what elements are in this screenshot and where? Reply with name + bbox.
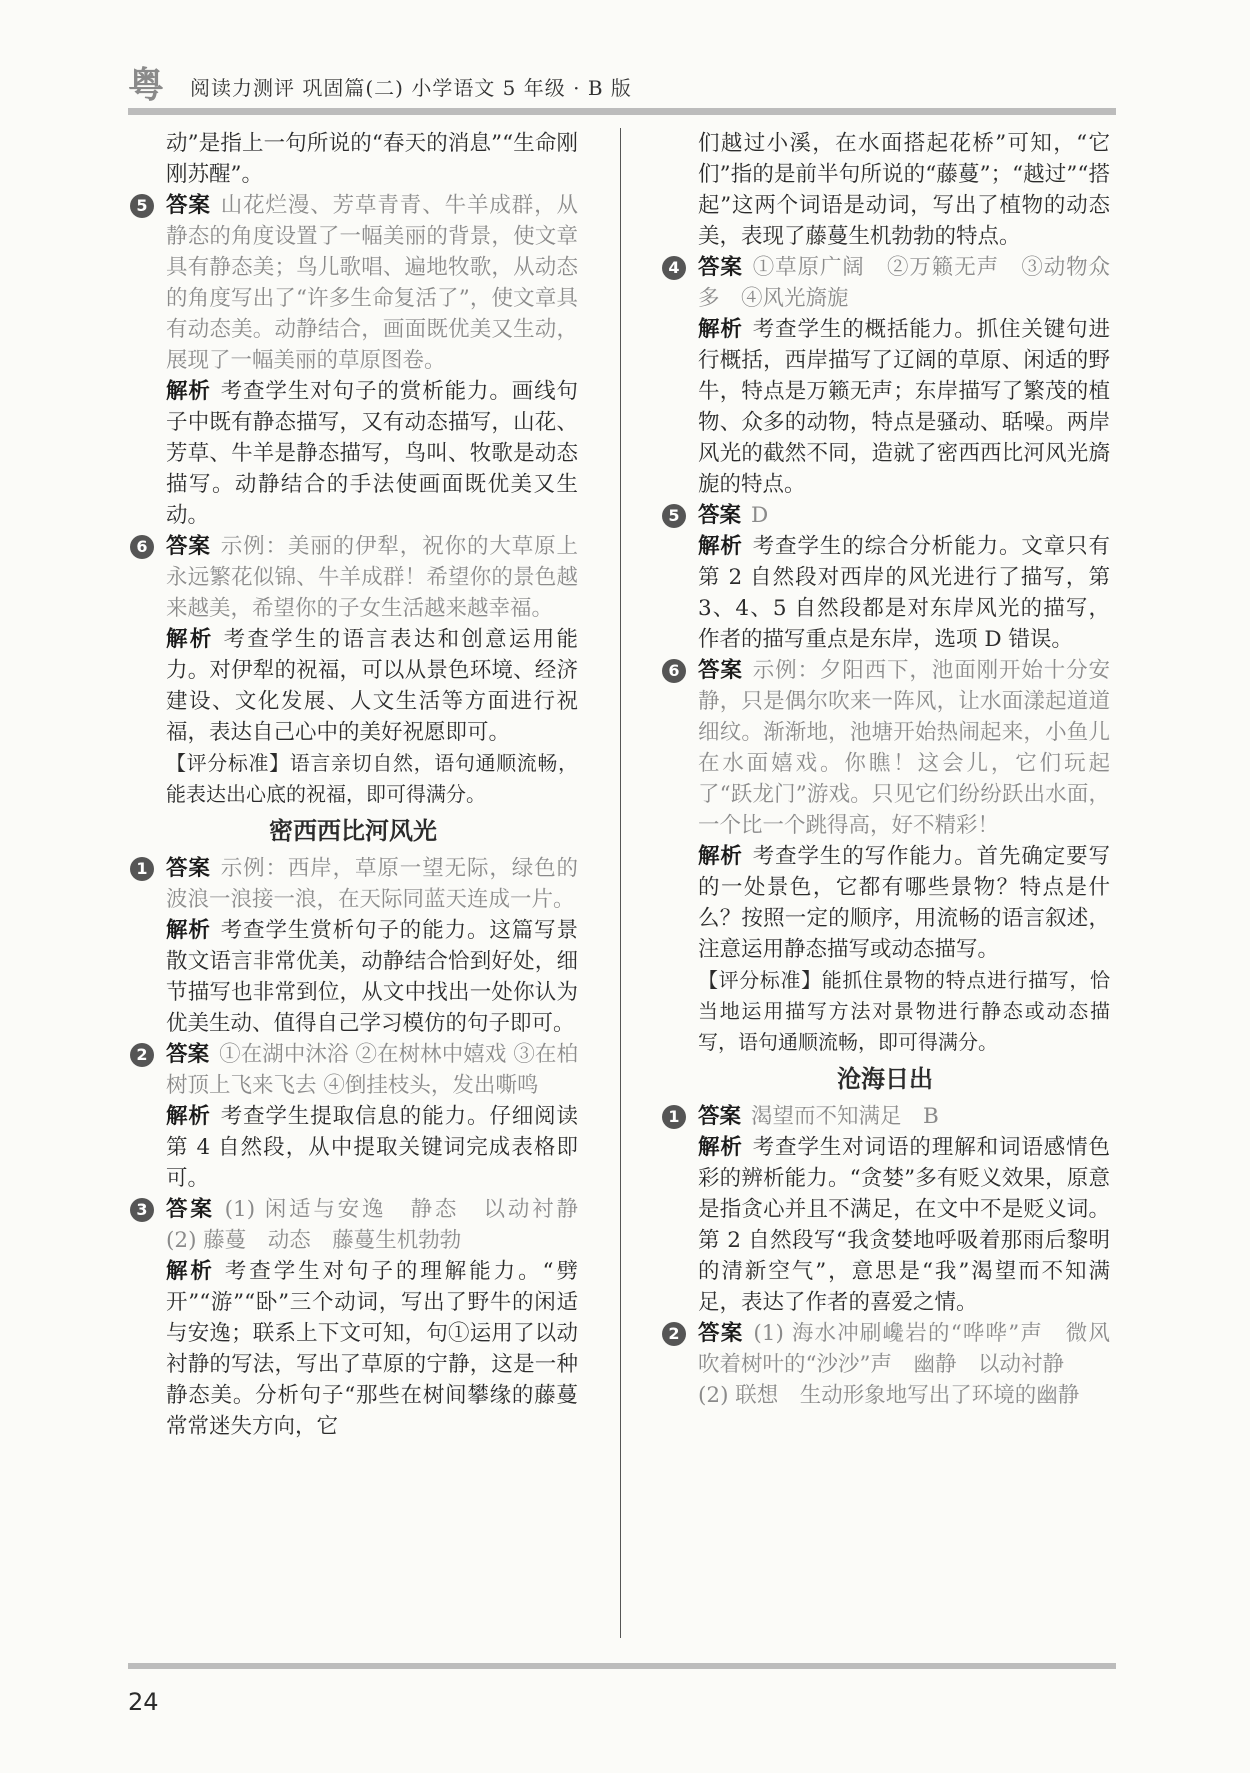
question-number: 3 [130,1198,154,1222]
answer-label: 答案 [698,503,742,528]
header-rule [128,108,1116,115]
answer-label: 答案 [166,1197,215,1222]
question-number: 1 [130,857,154,881]
answer-label: 答案 [166,1042,210,1067]
answer-item-5 [128,190,578,376]
analysis-text: 考查学生的语言表达和创意运用能力。对伊犁的祝福，可以从景色环境、经济建设、文化发展、人文生活等方面进行祝福，表达自己心中的美好祝愿即可。 [166,627,578,745]
answer-text: ①在湖中沐浴 ②在树林中嬉戏 ③在柏树顶上飞来飞去 ④倒挂枝头，发出嘶鸣 [166,1042,578,1098]
question-number: 2 [130,1043,154,1067]
analysis-paragraph [128,915,578,1039]
analysis-paragraph [128,624,578,748]
answer-item-2 [128,1039,578,1101]
answer-item-1 [128,853,578,915]
answer-label: 答案 [166,534,211,559]
answer-item-4 [660,252,1110,314]
analysis-label: 解析 [166,627,214,652]
continued-text: 们越过小溪，在水面搭起花桥”可知，“它们”指的是前半句所说的“藤蔓”；“越过”“搭起”这两个词语是动词，写出了植物的动态美，表现了藤蔓生机勃勃的特点。 [698,131,1110,249]
page-number: 24 [128,1688,159,1716]
answer-text: 示例：夕阳西下，池面刚开始十分安静，只是偶尔吹来一阵风，让水面漾起道道细纹。渐渐地，池塘开始热闹起来，小鱼儿在水面嬉戏。你瞧！这会儿，它们玩起了“跃龙门”游戏。只见它们纷纷跃出水面，一个比一个跳得高，好不精彩！ [698,658,1110,838]
analysis-text: 考查学生提取信息的能力。仔细阅读第 4 自然段，从中提取关键词完成表格即可。 [166,1104,578,1191]
analysis-label: 解析 [698,534,743,559]
analysis-paragraph [128,1101,578,1194]
answer-item-2 [660,1318,1110,1380]
answer-text: 示例：美丽的伊犁，祝你的大草原上永远繁花似锦、牛羊成群！希望你的景色越来越美，希望你的子女生活越来越幸福。 [166,534,578,621]
analysis-text: 考查学生的综合分析能力。文章只有第 2 自然段对西岸的风光进行了描写，第 3、4、5 自然段都是对东岸风光的描写，作者的描写重点是东岸，选项 D 错误。 [698,534,1110,652]
analysis-paragraph [660,841,1110,965]
analysis-label: 解析 [166,1259,215,1284]
answer-text: ①草原广阔 ②万籁无声 ③动物众多 ④风光旖旎 [698,255,1110,311]
answer-item-6 [128,531,578,624]
analysis-text: 考查学生的概括能力。抓住关键句进行概括，西岸描写了辽阔的草原、闲适的野牛，特点是万籁无声；东岸描写了繁茂的植物、众多的动物，特点是骚动、聒噪。两岸风光的截然不同，造就了密西西比河风光旖旎的特点。 [698,317,1110,497]
answer-item-6 [660,655,1110,841]
analysis-paragraph [660,314,1110,500]
answer-text: 示例：西岸，草原一望无际，绿色的波浪一浪接一浪，在天际同蓝天连成一片。 [166,856,578,912]
question-number: 2 [662,1322,686,1346]
answer-text: 渴望而不知满足 B [751,1104,939,1129]
analysis-label: 解析 [698,844,743,869]
right-column [660,128,1110,1411]
question-number: 6 [662,659,686,683]
answer-label: 答案 [166,193,211,218]
answer-item-3 [128,1194,600,1256]
section-title: 密西西比河风光 [269,817,437,845]
column-divider [620,128,621,1638]
answer-text: (1) 海水冲刷巉岩的“哗哗”声 微风吹着树叶的“沙沙”声 幽静 以动衬静 [698,1321,1110,1377]
analysis-paragraph [660,1132,1110,1318]
section-title: 沧海日出 [837,1065,933,1093]
page-header [128,62,1116,114]
analysis-text: 考查学生对句子的理解能力。“劈开”“游”“卧”三个动词，写出了野牛的闲适与安逸；联系上下文可知，句①运用了以动衬静的写法，写出了草原的宁静，这是一种静态美。分析句子“那些在树间攀缘的藤蔓常常迷失方向，它 [166,1259,578,1439]
question-number: 1 [662,1105,686,1129]
analysis-label: 解析 [166,1104,211,1129]
analysis-label: 解析 [166,918,211,943]
answer-label: 答案 [698,255,743,280]
question-number: 6 [130,535,154,559]
analysis-text: 考查学生对词语的理解和词语感情色彩的辨析能力。“贪婪”多有贬义效果，原意是指贪心并且不满足，在文中不是贬义词。第 2 自然段写“我贪婪地呼吸着那雨后黎明的清新空气”，意思是“我”渴望而不知满足，表达了作者的喜爱之情。 [698,1135,1110,1315]
question-number: 4 [662,256,686,280]
analysis-label: 解析 [698,317,743,342]
answer-text: (1) 闲适与安逸 静态 以动衬静 (2) 藤蔓 动态 藤蔓生机勃勃 [166,1197,600,1253]
answer-label: 答案 [698,658,743,683]
answer-label: 答案 [698,1321,744,1346]
answer-item-1 [660,1101,1110,1132]
question-number: 5 [130,194,154,218]
analysis-text: 考查学生的写作能力。首先确定要写的一处景色，它都有哪些景物？特点是什么？按照一定的顺序，用流畅的语言叙述，注意运用静态描写或动态描写。 [698,844,1110,962]
continued-text: 动”是指上一句所说的“春天的消息”“生命刚刚苏醒”。 [166,131,578,187]
analysis-text: 考查学生赏析句子的能力。这篇写景散文语言非常优美，动静结合恰到好处，细节描写也非常到位，从文中找出一处你认为优美生动、值得自己学习模仿的句子即可。 [166,918,578,1036]
answer-text: 山花烂漫、芳草青青、牛羊成群，从静态的角度设置了一幅美丽的背景，使文章具有静态美；鸟儿歌唱、遍地牧歌，从动态的角度写出了“许多生命复活了”，使文章具有动态美。动静结合，画面既优美又生动，展现了一幅美丽的草原图卷。 [166,193,578,373]
answer-text: D [751,503,769,528]
answer-text-part-2: (2) 联想 生动形象地写出了环境的幽静 [698,1383,1080,1408]
analysis-paragraph [128,1256,578,1442]
question-number: 5 [662,504,686,528]
footer-rule [128,1663,1116,1669]
running-title: 阅读力测评 巩固篇(二) 小学语文 5 年级 · B 版 [190,76,632,100]
scoring-criteria: 【评分标准】能抓住景物的特点进行描写，恰当地运用描写方法对景物进行静态或动态描写，语句通顺流畅，即可得满分。 [698,968,1110,1054]
analysis-text: 考查学生对句子的赏析能力。画线句子中既有静态描写，又有动态描写，山花、芳草、牛羊是静态描写，鸟叫、牧歌是动态描写。动静结合的手法使画面既优美又生动。 [166,379,578,528]
analysis-paragraph [128,376,578,531]
answer-label: 答案 [698,1104,742,1129]
answer-item-5 [660,500,1110,531]
analysis-paragraph [660,531,1110,655]
analysis-label: 解析 [166,379,211,404]
answer-label: 答案 [166,856,211,881]
publisher-logo: 粤 [128,64,165,106]
scoring-criteria: 【评分标准】语言亲切自然，语句通顺流畅，能表达出心底的祝福，即可得满分。 [166,751,578,806]
left-column [128,128,600,1442]
analysis-label: 解析 [698,1135,743,1160]
